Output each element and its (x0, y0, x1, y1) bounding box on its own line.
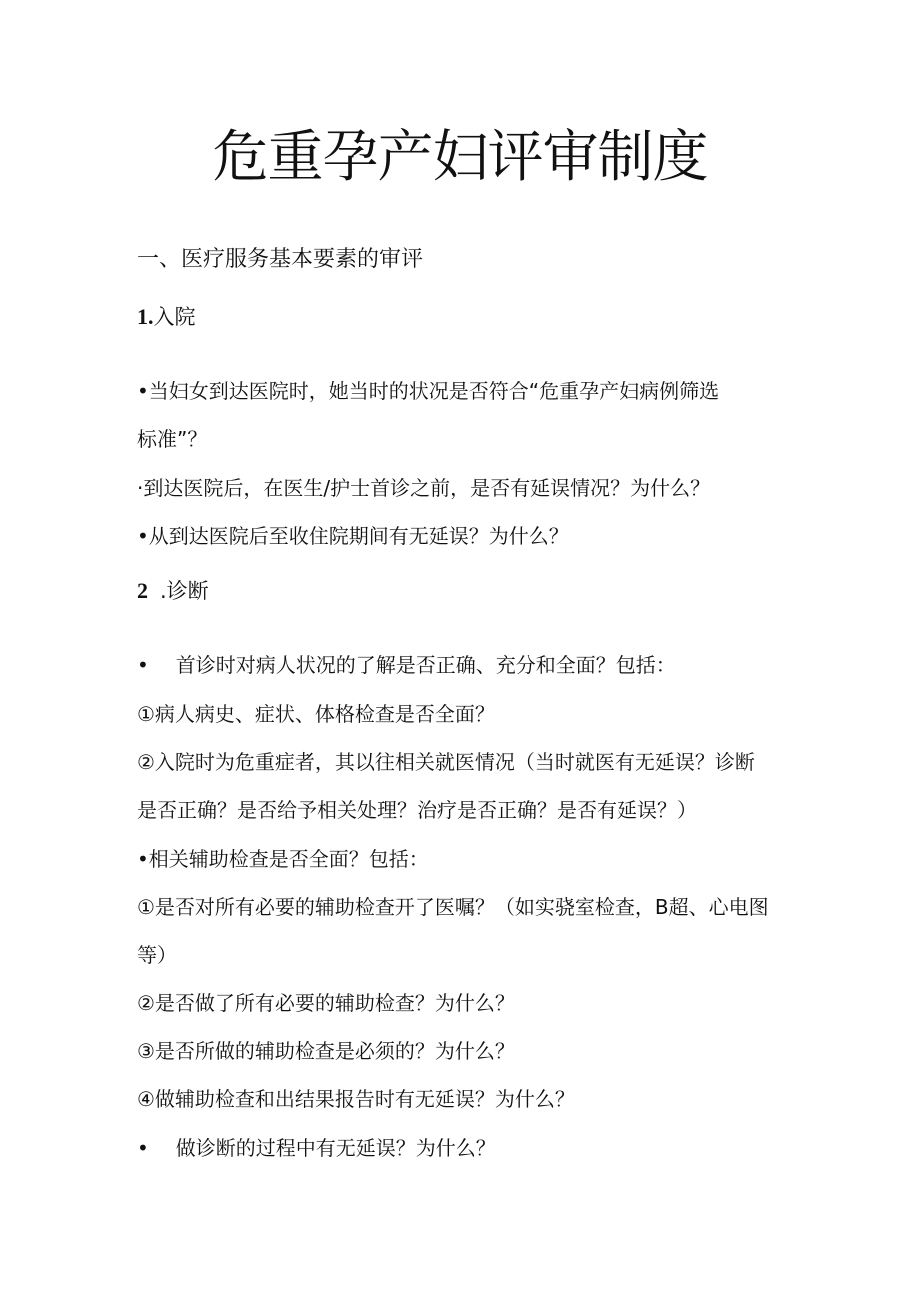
list-item (137, 651, 676, 679)
list-item: •相关辅助检查是否全面？包括： (137, 847, 429, 871)
list-item (137, 1134, 496, 1162)
sub-item: ②入院时为危重症者，其以往相关就医情况（当时就医有无延误？诊断 (137, 750, 755, 774)
subsection-number: 2 (137, 578, 148, 603)
list-item-continuation: 标准”？ (137, 427, 208, 451)
subsection-number: 1. (137, 304, 154, 329)
sub-item-continuation: 等） (137, 943, 177, 967)
list-item: •从到达医院后至收住院期间有无延误？为什么？ (137, 524, 569, 548)
bullet-mark: • (137, 1136, 149, 1160)
sub-item: ②是否做了所有必要的辅助检查？为什么？ (137, 991, 515, 1015)
list-item: ·到达医院后，在医生/护士首诊之前，是否有延误情况？为什么？ (137, 476, 711, 500)
section-heading: 一、医疗服务基本要素的审评 (137, 247, 424, 272)
sub-item: ③是否所做的辅助检查是必须的？为什么？ (137, 1039, 515, 1063)
list-item-text: 做诊断的过程中有无延误？为什么？ (175, 1136, 496, 1160)
sub-item: ①病人病史、症状、体格检查是否全面？ (137, 702, 495, 726)
page-title: 危重孕产妇评审制度 (212, 125, 708, 190)
subsection-label: .诊断 (160, 579, 209, 603)
sub-item: ④做辅助检查和出结果报告时有无延误？为什么？ (137, 1087, 575, 1111)
list-item: •当妇女到达医院时，她当时的状况是否符合“危重孕产妇病例筛选 (137, 379, 720, 403)
bullet-mark: • (137, 653, 149, 677)
subsection-heading-diagnosis (137, 577, 209, 605)
list-item-text: 首诊时对病人状况的了解是否正确、充分和全面？包括： (175, 653, 676, 677)
subsection-heading-admission (137, 303, 196, 331)
subsection-label: 入院 (153, 305, 196, 329)
sub-item-continuation: 是否正确？是否给予相关处理？治疗是否正确？是否有延误？） (137, 798, 697, 822)
sub-item: ①是否对所有必要的辅助检查开了医嘱？（如实骁室检查，B超、心电图 (137, 895, 769, 919)
